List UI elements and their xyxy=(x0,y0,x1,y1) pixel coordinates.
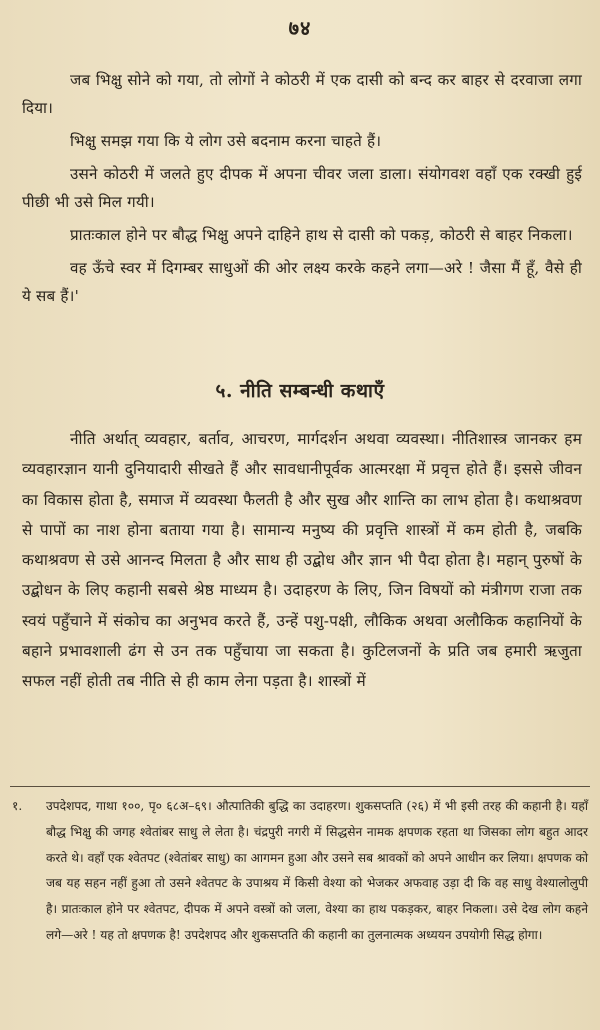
paragraph-2: भिक्षु समझ गया कि ये लोग उसे बदनाम करना चाहते हैं। xyxy=(70,132,382,150)
section-paragraph: नीति अर्थात् व्यवहार, बर्ताव, आचरण, मार्गदर्शन अथवा व्यवस्था। नीतिशास्त्र जानकर हम व्यवहारज्ञान यानी दुनियादारी सीखते हैं और सावधानीपूर्वक आत्मरक्षा में प्रवृत्त होते हैं। इससे जीवन का विकास होता है, समाज में व्यवस्था फैलती है और सुख और शान्ति का लाभ होता है। कथाश्रवण से पापों का नाश होना बताया गया है। सामान्य मनुष्य की प्रवृत्ति शास्त्रों में कम होती है, जबकि कथाश्रवण से उसे आनन्द मिलता है और साथ ही उद्बोध और ज्ञान भी पैदा होता है। महान् पुरुषों के उद्बोधन के लिए कहानी सबसे श्रेष्ठ माध्यम है। उदाहरण के लिए, जिन विषयों को मंत्रीगण राजा तक स्वयं पहुँचाने में संकोच का अनुभव करते हैं, उन्हें पशु-पक्षी, लौकिक अथवा अलौकिक कहानियों के बहाने प्रभावशाली ढंग से उन तक पहुँचाया जा सकता है। कुटिलजनों के प्रति जब हमारी ऋजुता सफल नहीं होती तब नीति से ही काम लेना पड़ता है। शास्त्रों में xyxy=(22,430,582,691)
footnote-divider xyxy=(10,786,590,787)
paragraph-3: उसने कोठरी में जलते हुए दीपक में अपना चीवर जला डाला। संयोगवश वहाँ एक रक्खी हुई पीछी भी उसे मिल गयी। xyxy=(22,165,582,211)
section-heading: ५. नीति सम्बन्धी कथाएँ xyxy=(215,380,385,402)
page-number: ७४ xyxy=(288,16,312,40)
footnote xyxy=(12,794,588,949)
paragraph-5: वह ऊँचे स्वर में दिगम्बर साधुओं की ओर लक्ष्य करके कहने लगा—अरे ! जैसा मैं हूँ, वैसे ही ये सब हैं।' xyxy=(22,259,582,305)
paragraph-4: प्रातःकाल होने पर बौद्ध भिक्षु अपने दाहिने हाथ से दासी को पकड़, कोठरी से बाहर निकला। xyxy=(70,226,573,244)
section-body xyxy=(22,424,582,697)
paragraph-1: जब भिक्षु सोने को गया, तो लोगों ने कोठरी में एक दासी को बन्द कर बाहर से दरवाजा लगा दिया। xyxy=(22,71,582,117)
story-continuation xyxy=(22,66,582,315)
footnote-text: उपदेशपद, गाथा १००, पृ० ६८अ–६९। औत्पातिकी बुद्धि का उदाहरण। शुकसप्तति (२६) में भी इसी तरह की कहानी है। यहाँ बौद्ध भिक्षु की जगह श्वेतांबर साधु ले लेता है। चंद्रपुरी नगरी में सिद्धसेन नामक क्षपणक रहता था जिसका लोग बहुत आदर करते थे। वहाँ एक श्वेतपट (श्वेतांबर साधु) का आगमन हुआ और उसने सब श्रावकों को अपने आधीन कर लिया। क्षपणक को जब यह सहन नहीं हुआ तो उसने श्वेतपट के उपाश्रय में किसी वेश्या को भेजकर अफवाह उड़ा दी कि वह साधु वेश्यालोलुपी है। प्रातःकाल होने पर श्वेतपट, दीपक में अपने वस्त्रों को जला, वेश्या का हाथ पकड़कर, बाहर निकला। उसे देख लोग कहने लगे—अरे ! यह तो क्षपणक है! उपदेशपद और शुकसप्तति की कहानी का तुलनात्मक अध्ययन उपयोगी सिद्ध होगा। xyxy=(46,799,588,942)
footnote-marker: १. xyxy=(12,799,23,813)
